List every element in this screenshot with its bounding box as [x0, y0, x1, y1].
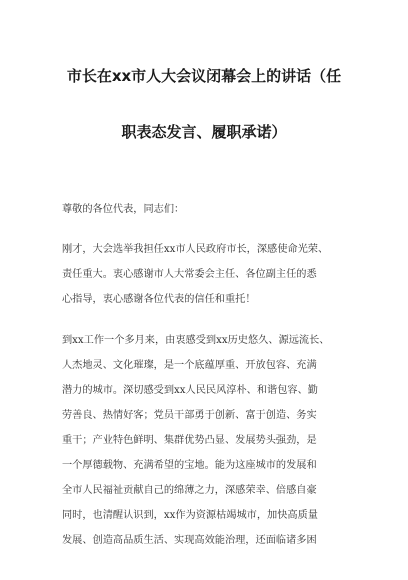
paragraph-2-line: 劳善良、热情好客；党员干部勇于创新、富于创造、务实 [62, 410, 317, 421]
paragraph-2-line: 潜力的城市。深切感受到xx人民民风淳朴、和谐包容、勤 [62, 385, 318, 396]
paragraph-1-line: 责任重大。衷心感谢市人大常委会主任、各位副主任的悉 [62, 269, 317, 280]
document-title-line-1: 市长在xx市人大会议闭幕会上的讲话（任 [66, 67, 342, 85]
salutation-text: 尊敬的各位代表，同志们： [62, 204, 185, 215]
paragraph-2-line: 发展、创造高品质生活、实现高效能治理，还面临诸多困 [62, 535, 317, 546]
paragraph-1-line: 刚才，大会选举我担任xx市人民政府市长，深感使命光荣、 [62, 244, 329, 255]
paragraph-1-line: 心指导，衷心感谢各位代表的信任和重托！ [62, 294, 256, 305]
paragraph-2-line: 一个厚德载物、充满希望的宝地。能为这座城市的发展和 [62, 460, 317, 471]
paragraph-1 [62, 237, 362, 312]
paragraph-2 [62, 328, 362, 553]
paragraph-2-line: 重干；产业特色鲜明、集群优势凸显、发展势头强劲，是 [62, 435, 317, 446]
salutation [62, 197, 362, 222]
document-title-line-2: 职表态发言、履职承诺） [121, 123, 287, 141]
paragraph-2-line: 人杰地灵、文化璀璨，是一个底蕴厚重、开放包容、充满 [62, 360, 317, 371]
paragraph-2-line: 到xx工作一个多月来，由衷感受到xx历史悠久、源远流长、 [62, 335, 330, 346]
paragraph-2-line: 全市人民福祉贡献自己的绵薄之力，深感荣幸、倍感自豪 [62, 485, 317, 496]
paragraph-2-line: 同时，也清醒认识到，xx作为资源枯竭城市，加快高质量 [62, 510, 318, 521]
